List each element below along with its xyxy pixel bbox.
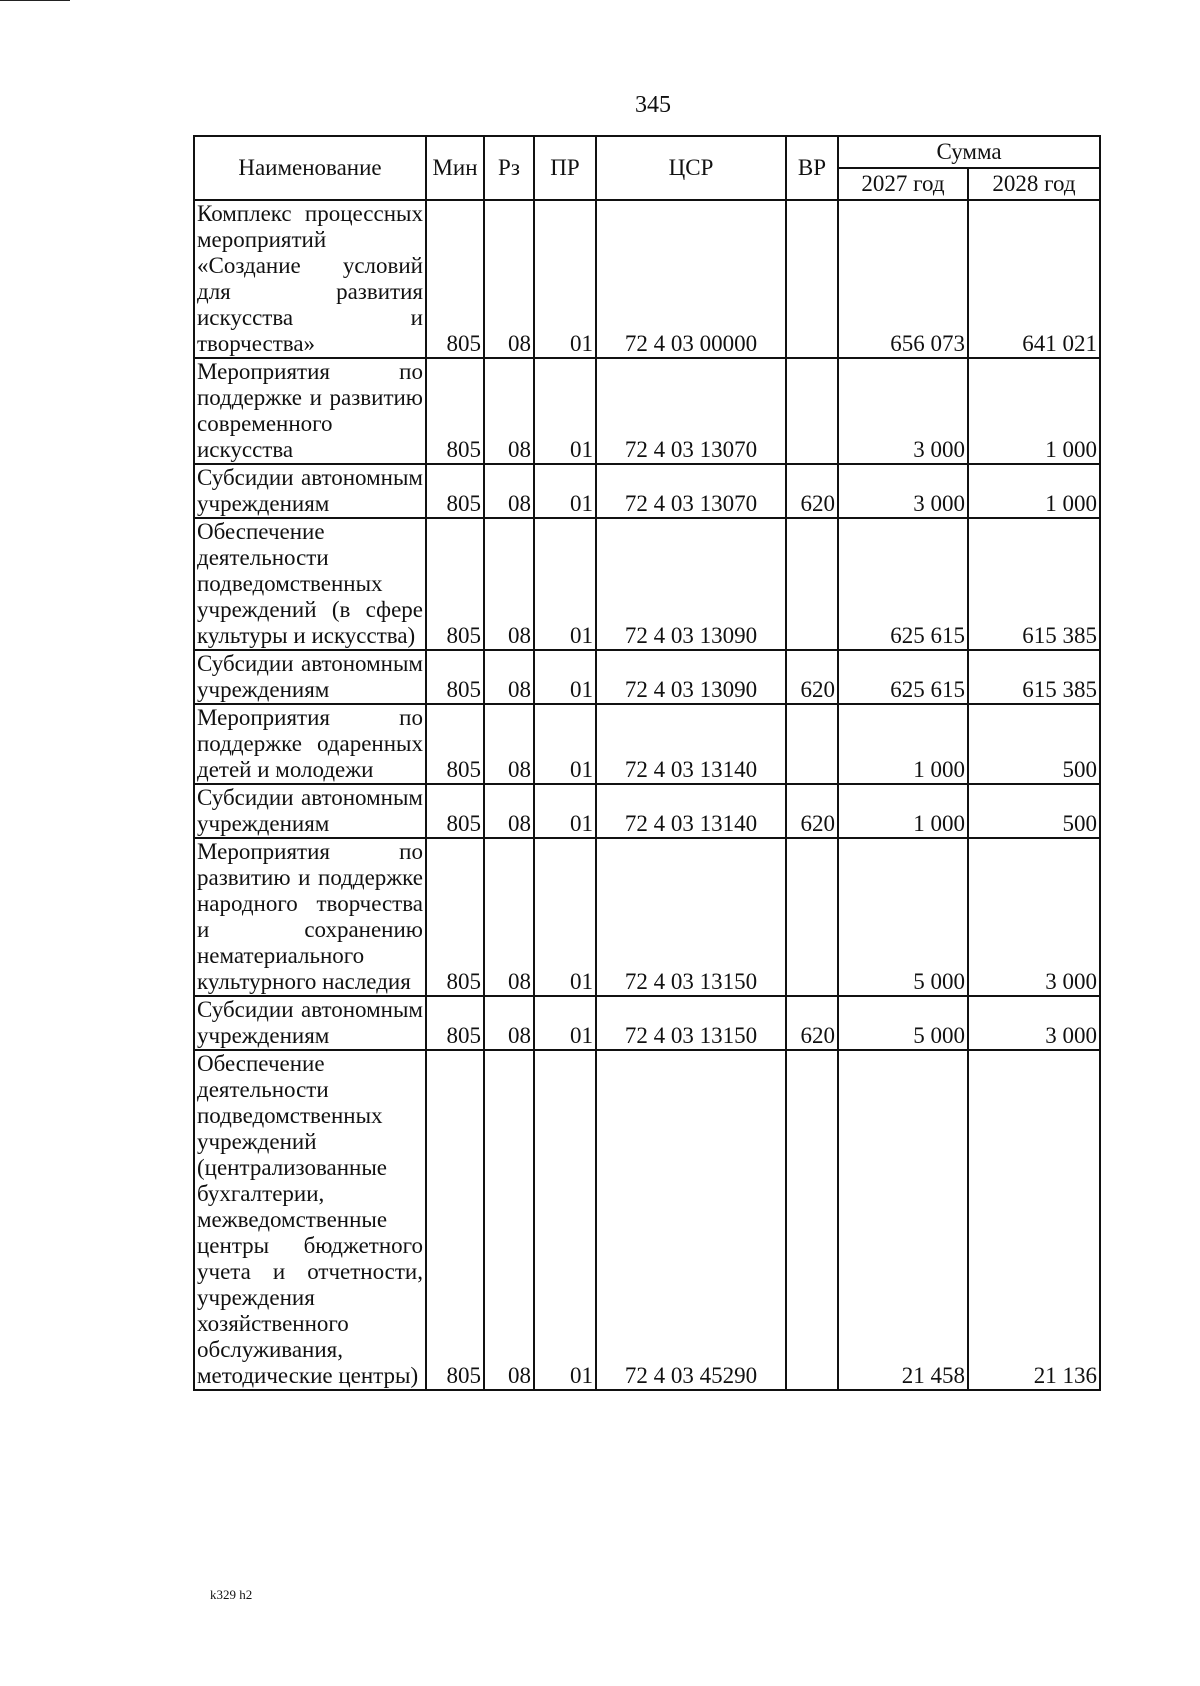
row-name: Мероприятия по развитию и поддержке народного творчества и сохранению нематериального культурного наследия (194, 838, 426, 996)
row-rz: 08 (484, 464, 534, 518)
row-vr (786, 838, 838, 996)
row-pr: 01 (534, 518, 596, 650)
row-csr: 72 4 03 13150 (596, 838, 786, 996)
row-rz: 08 (484, 518, 534, 650)
row-name: Комплекс процессных мероприятий «Создание условий для развития искусства и творчества» (194, 200, 426, 358)
header-pr: ПР (534, 136, 596, 200)
header-year-2028: 2028 год (968, 168, 1100, 200)
row-pr: 01 (534, 704, 596, 784)
row-min: 805 (426, 784, 484, 838)
table-row (194, 650, 1100, 704)
row-pr: 01 (534, 650, 596, 704)
row-pr: 01 (534, 358, 596, 464)
table-body (194, 200, 1100, 1390)
row-2027: 625 615 (838, 518, 968, 650)
row-2028: 500 (968, 784, 1100, 838)
row-vr (786, 518, 838, 650)
row-2027: 1 000 (838, 704, 968, 784)
header-year-2027: 2027 год (838, 168, 968, 200)
row-2027: 5 000 (838, 996, 968, 1050)
row-2028: 21 136 (968, 1050, 1100, 1390)
row-csr: 72 4 03 13140 (596, 704, 786, 784)
table-row (194, 784, 1100, 838)
row-name: Обеспечение деятельности подведомственных учреждений (в сфере культуры и искусства) (194, 518, 426, 650)
row-2027: 1 000 (838, 784, 968, 838)
header-min: Мин (426, 136, 484, 200)
row-pr: 01 (534, 200, 596, 358)
row-vr: 620 (786, 784, 838, 838)
row-min: 805 (426, 650, 484, 704)
row-name: Субсидии автономным учреждениям (194, 464, 426, 518)
row-min: 805 (426, 200, 484, 358)
row-csr: 72 4 03 45290 (596, 1050, 786, 1390)
row-pr: 01 (534, 464, 596, 518)
table-row (194, 464, 1100, 518)
row-name: Субсидии автономным учреждениям (194, 784, 426, 838)
row-vr: 620 (786, 464, 838, 518)
row-name: Мероприятия по поддержке и развитию современного искусства (194, 358, 426, 464)
row-2027: 5 000 (838, 838, 968, 996)
row-name: Обеспечение деятельности подведомственных учреждений (централизованные бухгалтерии, межведомственные центры бюджетного учета и отчетности, учреждения хозяйственного обслуживания, методические центры) (194, 1050, 426, 1390)
row-csr: 72 4 03 13090 (596, 650, 786, 704)
row-name: Субсидии автономным учреждениям (194, 650, 426, 704)
row-csr: 72 4 03 13090 (596, 518, 786, 650)
row-name: Мероприятия по поддержке одаренных детей и молодежи (194, 704, 426, 784)
row-min: 805 (426, 464, 484, 518)
row-min: 805 (426, 358, 484, 464)
table-row (194, 996, 1100, 1050)
header-name: Наименование (194, 136, 426, 200)
row-pr: 01 (534, 784, 596, 838)
row-vr: 620 (786, 996, 838, 1050)
row-min: 805 (426, 996, 484, 1050)
row-csr: 72 4 03 13070 (596, 464, 786, 518)
row-csr: 72 4 03 13140 (596, 784, 786, 838)
row-2028: 641 021 (968, 200, 1100, 358)
row-2028: 1 000 (968, 464, 1100, 518)
row-min: 805 (426, 838, 484, 996)
table-row (194, 1050, 1100, 1390)
row-2028: 1 000 (968, 358, 1100, 464)
header-row (194, 136, 1100, 168)
row-rz: 08 (484, 200, 534, 358)
row-rz: 08 (484, 650, 534, 704)
row-rz: 08 (484, 704, 534, 784)
header-vr: ВР (786, 136, 838, 200)
row-2027: 3 000 (838, 358, 968, 464)
row-rz: 08 (484, 784, 534, 838)
row-min: 805 (426, 704, 484, 784)
row-rz: 08 (484, 358, 534, 464)
row-name: Субсидии автономным учреждениям (194, 996, 426, 1050)
row-csr: 72 4 03 13150 (596, 996, 786, 1050)
row-vr (786, 358, 838, 464)
header-rz: Рз (484, 136, 534, 200)
page-number: 345 (635, 92, 671, 118)
row-2027: 625 615 (838, 650, 968, 704)
row-2027: 21 458 (838, 1050, 968, 1390)
row-2028: 615 385 (968, 518, 1100, 650)
row-2027: 656 073 (838, 200, 968, 358)
row-csr: 72 4 03 13070 (596, 358, 786, 464)
row-2028: 3 000 (968, 838, 1100, 996)
table-row (194, 838, 1100, 996)
row-min: 805 (426, 518, 484, 650)
row-rz: 08 (484, 838, 534, 996)
table-row (194, 358, 1100, 464)
budget-table (193, 135, 1101, 1391)
scan-edge-mark (0, 0, 70, 1)
row-pr: 01 (534, 1050, 596, 1390)
row-pr: 01 (534, 838, 596, 996)
row-min: 805 (426, 1050, 484, 1390)
header-csr: ЦСР (596, 136, 786, 200)
row-vr (786, 1050, 838, 1390)
row-rz: 08 (484, 1050, 534, 1390)
header-sum: Сумма (838, 136, 1100, 168)
row-2028: 3 000 (968, 996, 1100, 1050)
row-vr (786, 200, 838, 358)
row-2027: 3 000 (838, 464, 968, 518)
row-2028: 500 (968, 704, 1100, 784)
row-csr: 72 4 03 00000 (596, 200, 786, 358)
row-2028: 615 385 (968, 650, 1100, 704)
row-pr: 01 (534, 996, 596, 1050)
row-rz: 08 (484, 996, 534, 1050)
table-row (194, 518, 1100, 650)
row-vr (786, 704, 838, 784)
row-vr: 620 (786, 650, 838, 704)
table-row (194, 200, 1100, 358)
table-row (194, 704, 1100, 784)
document-code: k329 h2 (210, 1587, 253, 1602)
